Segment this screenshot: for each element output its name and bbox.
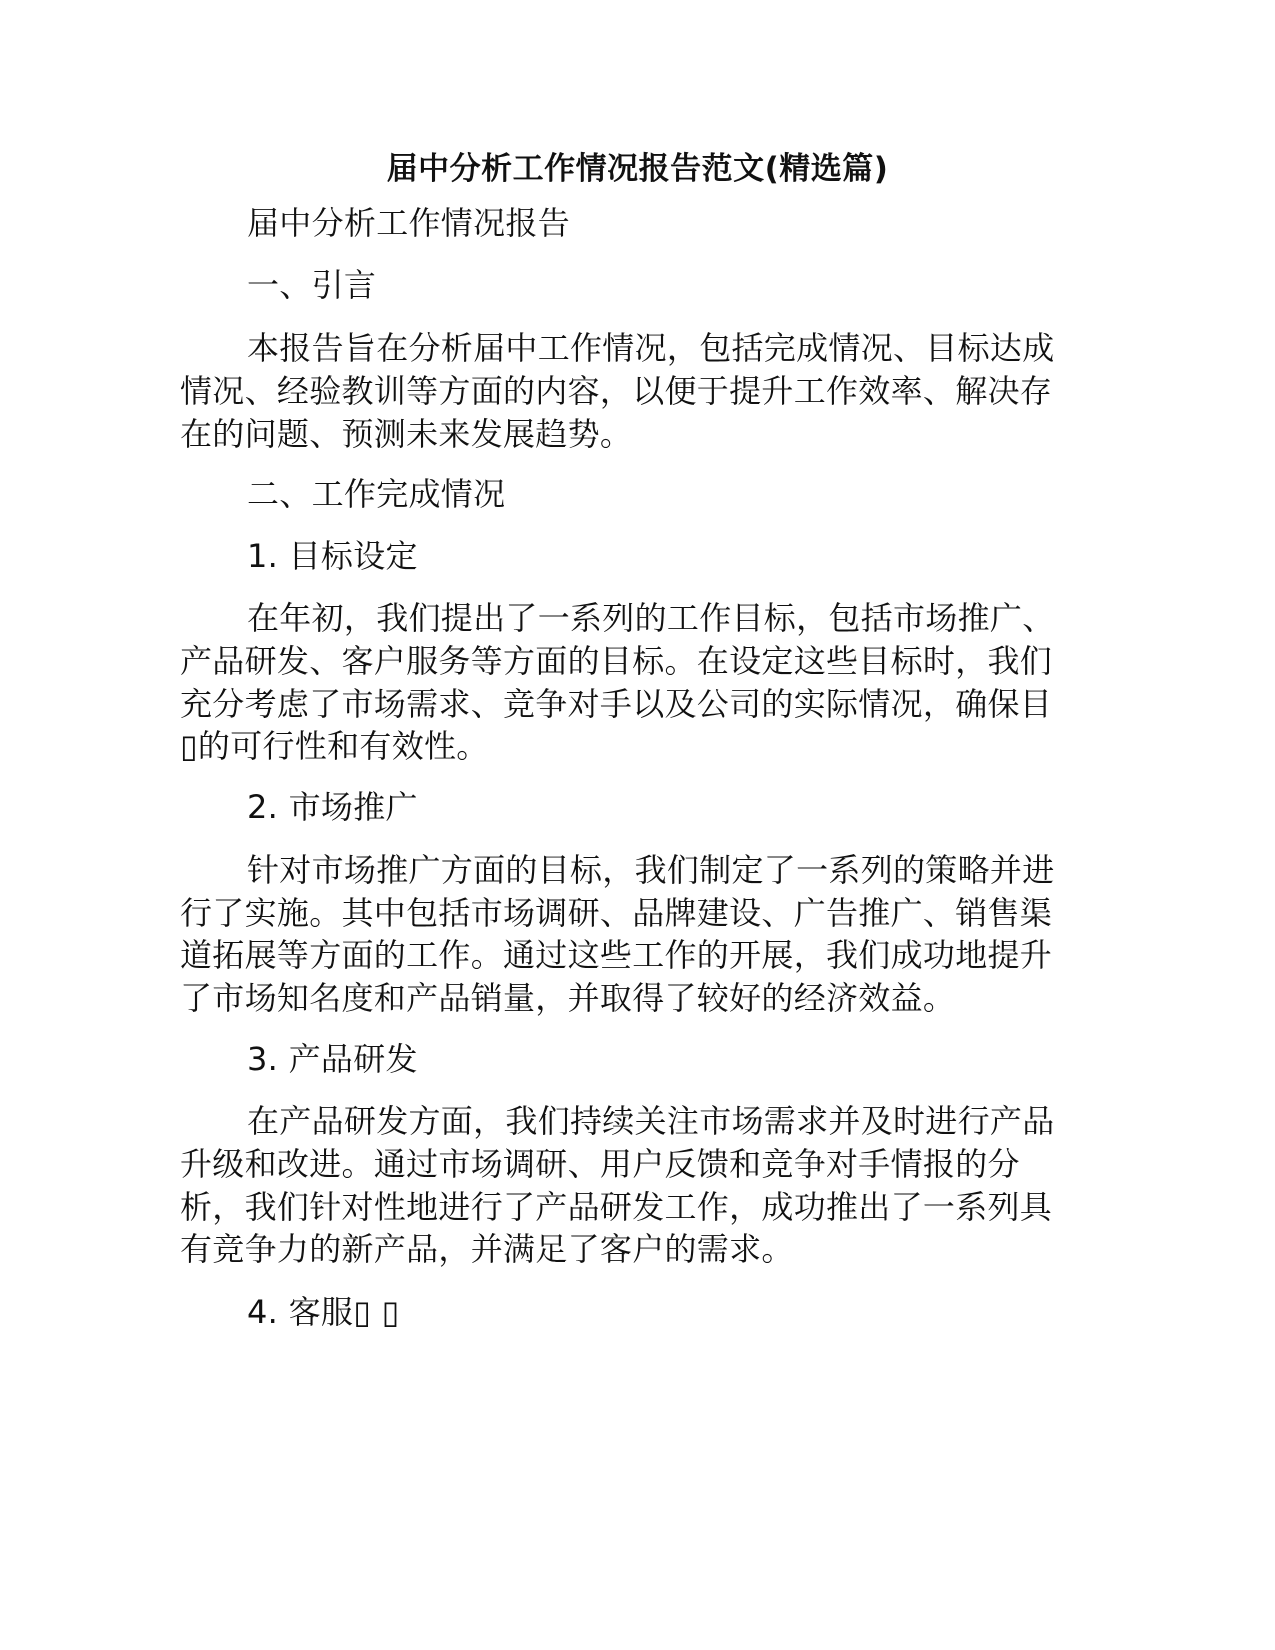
section-heading-intro: 一、引言 [247,266,377,304]
paragraph-line: 道拓展等方面的工作。通过这些工作的开展，我们成功地提升 [180,936,1053,974]
paragraph-line: 了市场知名度和产品销量，并取得了较好的经济效益。 [180,979,956,1017]
paragraph-line: 产品研发、客户服务等方面的目标。在设定这些目标时，我们 [180,642,1053,680]
paragraph-line: 析，我们针对性地进行了产品研发工作，成功推出了一系列具 [180,1188,1053,1226]
paragraph-line: 在年初，我们提出了一系列的工作目标，包括市场推广、 [247,599,1055,637]
subsection-heading-product-rd: 3. 产品研发 [247,1040,418,1078]
paragraph-line: 本报告旨在分析届中工作情况，包括完成情况、目标达成 [247,329,1055,367]
document-title: 届中分析工作情况报告范文(精选篇) [386,151,889,187]
paragraph-line: 针对市场推广方面的目标，我们制定了一系列的策略并进 [247,851,1055,889]
section-heading-work-completion: 二、工作完成情况 [247,475,506,513]
subsection-heading-marketing: 2. 市场推广 [247,788,418,826]
paragraph-line: 情况、经验教训等方面的内容，以便于提升工作效率、解决存 [180,372,1053,410]
paragraph-line: 在产品研发方面，我们持续关注市场需求并及时进行产品 [247,1102,1055,1140]
subtitle: 届中分析工作情况报告 [247,204,571,242]
paragraph-line: 升级和改进。通过市场调研、用户反馈和竞争对手情报的分 [180,1145,1020,1183]
subsection-heading-goal-setting: 1. 目标设定 [247,537,418,575]
paragraph-line: 在的问题、预测未来发展趋势。 [180,415,633,453]
paragraph-line: 充分考虑了市场需求、竞争对手以及公司的实际情况，确保目 [180,685,1053,723]
paragraph-line: 行了实施。其中包括市场调研、品牌建设、广告推广、销售渠 [180,894,1053,932]
paragraph-line: 有竞争力的新产品，并满足了客户的需求。 [180,1230,794,1268]
subsection-heading-customer-service: 4. 客服▯ ▯ [247,1293,400,1331]
paragraph-line: ▯的可行性和有效性。 [180,727,489,765]
